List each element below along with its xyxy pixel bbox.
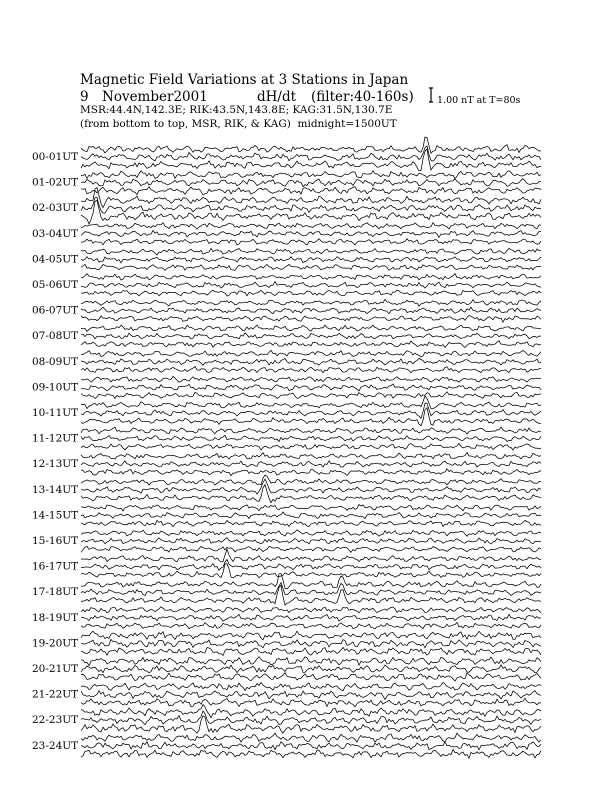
row-label: 23-24UT [32,739,79,752]
row-label: 16-17UT [32,560,79,573]
trace-rik [81,461,541,467]
trace-kag [81,469,541,476]
trace-msr [81,549,541,562]
row-label: 02-03UT [32,202,79,215]
trace-msr [81,733,541,742]
trace-rik [81,281,541,288]
row-label: 01-02UT [32,176,79,189]
trace-msr [81,350,541,357]
trace-rik [81,179,541,187]
chart-title: Magnetic Field Variations at 3 Stations in Japan [80,72,409,88]
row-label: 10-11UT [32,407,79,419]
trace-kag [81,546,541,552]
row-label: 14-15UT [32,509,79,522]
row-label: 18-19UT [32,611,79,624]
trace-msr [81,299,541,306]
trace-rik [81,742,541,750]
scale-bar [429,88,433,102]
trace-kag [81,647,541,655]
trace-msr [81,248,541,255]
row-label: 11-12UT [32,432,79,445]
scale-bar-label: 1.00 nT at T=80s [437,95,521,106]
trace-rik [81,230,541,237]
month-year-label: November2001 [102,89,208,105]
trace-rik [81,559,541,570]
trace-kag [81,485,541,503]
quantity-label: dH/dt [257,89,297,105]
row-label: 00-01UT [32,151,79,163]
trace-kag [81,750,541,759]
trace-rik [81,614,541,621]
station-coordinates: MSR:44.4N,142.3E; RIK:43.5N,143.8E; KAG:31.5N,130.7E [80,104,393,116]
trace-kag [81,585,541,605]
trace-msr [81,475,541,485]
trace-rik [81,197,541,213]
trace-msr [81,573,541,589]
trace-rik [81,333,541,339]
trace-msr [81,505,541,511]
row-label: 17-18UT [32,586,79,599]
trace-rik [81,538,541,544]
trace-msr [81,325,541,331]
row-label: 21-22UT [32,688,79,701]
row-label: 13-14UT [32,483,79,496]
trace-rik [81,665,541,673]
row-label: 07-08UT [32,330,79,343]
trace-msr [81,223,541,230]
row-label: 05-06UT [32,279,79,291]
row-label: 15-16UT [32,535,79,547]
trace-msr [81,427,541,434]
trace-msr [81,682,541,691]
trace-msr [81,137,541,153]
trace-rik [81,583,541,596]
row-label: 12-13UT [32,458,79,471]
trace-msr [81,657,541,666]
row-label: 19-20UT [32,637,79,650]
trace-msr [81,376,541,382]
trace-kag [81,341,541,348]
trace-kag [81,187,541,195]
trace-rik [81,146,541,161]
row-label: 04-05UT [32,253,79,266]
trace-rik [81,711,541,725]
trace-kag [81,316,541,323]
row-label: 06-07UT [32,304,79,317]
trace-msr [81,171,541,179]
order-note: (from bottom to top, MSR, RIK, & KAG) [80,118,291,130]
trace-kag [81,392,541,399]
trace-msr [81,530,541,536]
filter-label: (filter:40-160s) [311,89,414,105]
trace-kag [81,520,541,526]
trace-kag [81,264,541,270]
trace-msr [81,396,541,409]
midnight-note: midnight=1500UT [297,118,397,130]
trace-rik [81,512,541,519]
trace-rik [81,257,541,263]
trace-msr [81,607,541,613]
trace-kag [81,622,541,629]
trace-kag [81,290,541,296]
trace-msr [81,274,541,281]
row-label: 08-09UT [32,355,79,368]
trace-rik [81,435,541,441]
row-label: 03-04UT [32,227,79,240]
row-label: 20-21UT [32,663,79,675]
day-label: 9 [80,89,89,105]
trace-kag [81,200,541,224]
row-label: 22-23UT [32,714,79,727]
trace-msr [81,705,541,718]
trace-kag [81,673,541,681]
trace-kag [81,698,541,707]
trace-msr [81,453,541,460]
trace-kag [81,443,541,450]
trace-rik [81,307,541,313]
row-label: 09-10UT [32,381,79,394]
trace-rik [81,639,541,647]
trace-msr [81,631,541,640]
trace-kag [81,239,541,246]
trace-rik [81,384,541,391]
trace-rik [81,358,541,365]
trace-kag [81,367,541,373]
trace-kag [81,408,541,426]
trace-rik [81,691,541,700]
